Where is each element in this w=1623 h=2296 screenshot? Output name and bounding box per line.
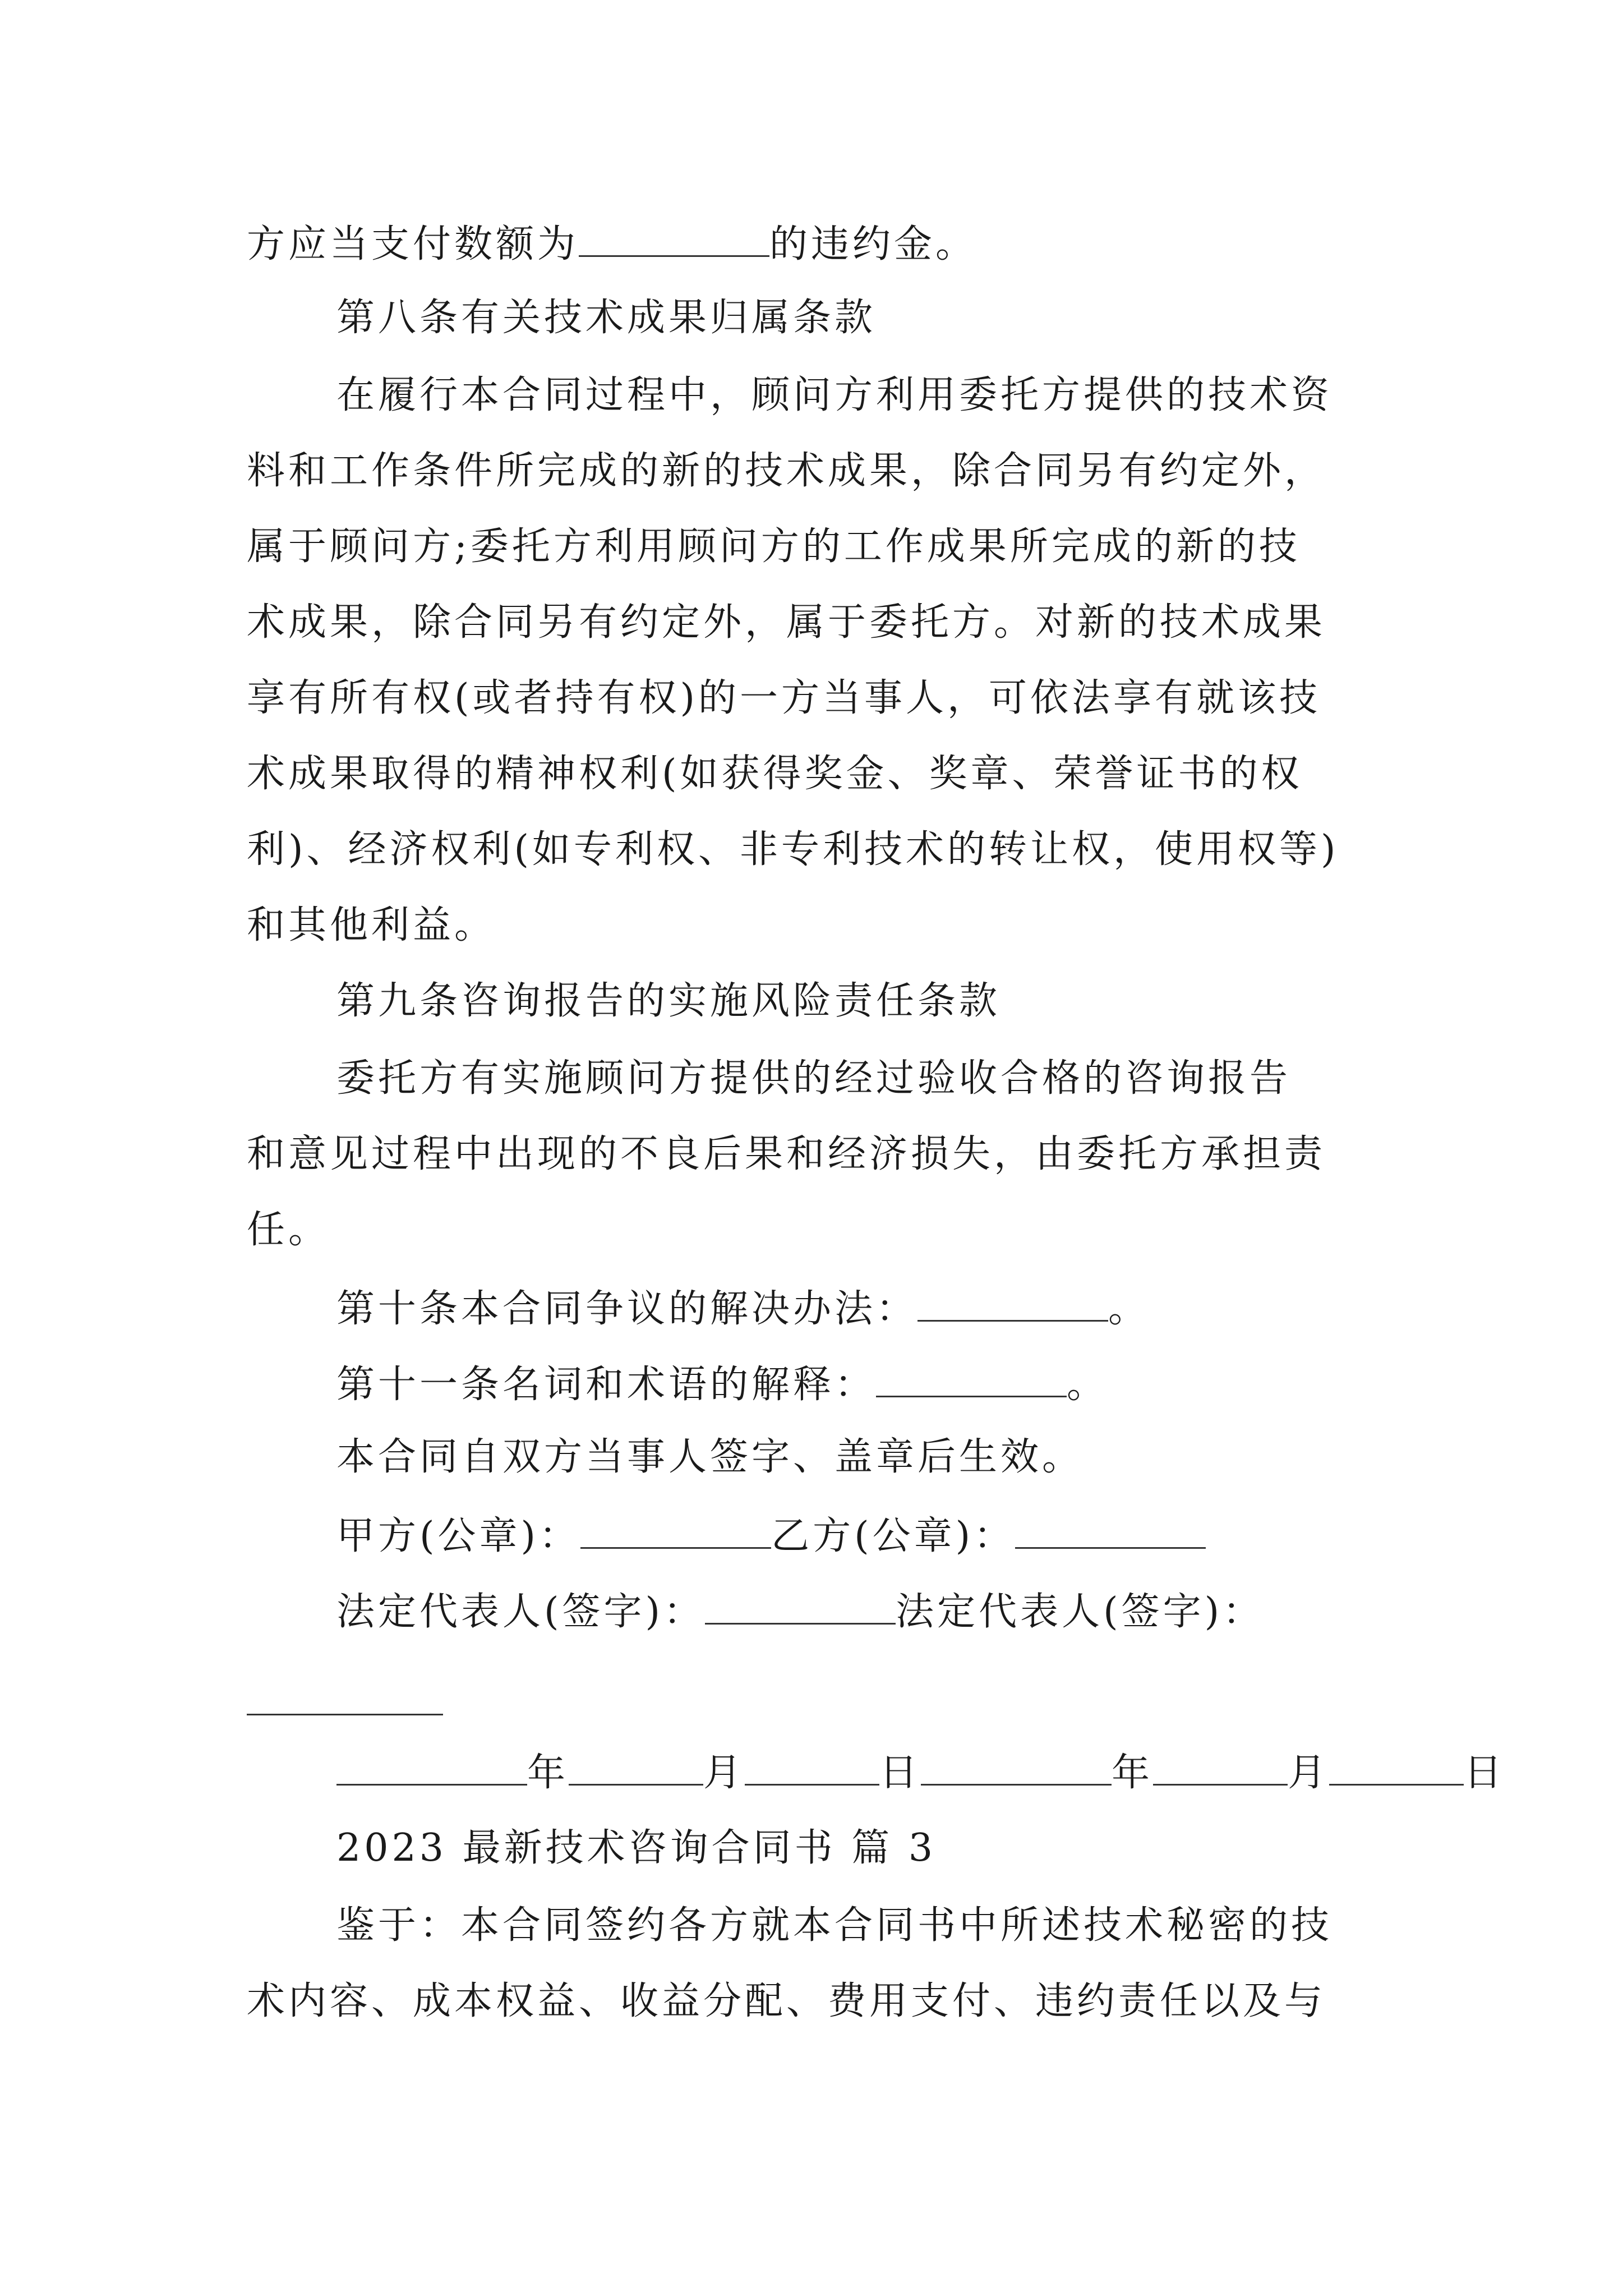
month-label: 月 (703, 1751, 745, 1795)
blank-field-year (336, 1745, 527, 1786)
blank-field-year (921, 1745, 1112, 1786)
day-label: 日 (879, 1751, 921, 1795)
year-label: 年 (527, 1751, 569, 1795)
paragraph-line: 料和工作条件所完成的新的技术成果，除合同另有约定外， (247, 449, 1326, 493)
paragraph-line: 属于顾问方;委托方利用顾问方的工作成果所完成的新的技 (247, 524, 1301, 569)
article-11-line (336, 1356, 1108, 1410)
text-fragment: 第十条本合同争议的解决办法： (336, 1287, 918, 1331)
blank-field-party-a-representative (705, 1584, 896, 1625)
section-title: 2023 最新技术咨询合同书 篇 3 (336, 1826, 937, 1870)
party-seal-line (336, 1508, 1206, 1562)
blank-field-amount (579, 216, 769, 257)
text-fragment: 。 (1108, 1287, 1150, 1331)
month-label: 月 (1288, 1751, 1330, 1795)
blank-field-party-a-seal (580, 1508, 771, 1549)
paragraph-line: 委托方有实施顾问方提供的经过验收合格的咨询报告 (336, 1056, 1292, 1101)
paragraph-line: 在履行本合同过程中，顾问方利用委托方提供的技术资 (336, 373, 1333, 417)
party-b-seal-label: 乙方(公章)： (771, 1514, 1016, 1558)
paragraph-line: 利)、经济权利(如专利权、非专利技术的转让权，使用权等) (247, 827, 1339, 872)
article-9-heading: 第九条咨询报告的实施风险责任条款 (336, 979, 1001, 1023)
text-fragment: 方应当支付数额为 (247, 222, 579, 266)
article-8-heading: 第八条有关技术成果归属条款 (336, 296, 877, 340)
blank-field-month (1153, 1745, 1288, 1786)
party-b-representative-label: 法定代表人(签字)： (896, 1590, 1265, 1634)
text-fragment: 。 (1067, 1363, 1109, 1407)
paragraph-line: 和其他利益。 (247, 903, 496, 947)
blank-field-day (745, 1745, 879, 1786)
paragraph-line: 术成果取得的精神权利(如获得奖金、奖章、荣誉证书的权 (247, 752, 1303, 796)
paragraph-line: 鉴于：本合同签约各方就本合同书中所述技术秘密的技 (336, 1903, 1333, 1948)
text-fragment: 的违约金。 (769, 222, 978, 266)
text-line-penalty (247, 216, 977, 270)
party-a-representative-label: 法定代表人(签字)： (336, 1590, 706, 1634)
blank-field-party-b-representative (247, 1714, 443, 1715)
blank-field-party-b-seal (1015, 1508, 1206, 1549)
day-label: 日 (1464, 1751, 1506, 1795)
blank-field-month (569, 1745, 703, 1786)
paragraph-line: 和意见过程中出现的不良后果和经济损失，由委托方承担责 (247, 1132, 1326, 1176)
article-10-line (336, 1281, 1150, 1335)
blank-field-terms (876, 1356, 1067, 1397)
representative-signature-line (336, 1584, 1264, 1637)
paragraph-line: 享有所有权(或者持有权)的一方当事人，可依法享有就该技 (247, 676, 1321, 720)
paragraph-line: 术成果，除合同另有约定外，属于委托方。对新的技术成果 (247, 600, 1326, 645)
blank-field-dispute (917, 1281, 1108, 1322)
year-label: 年 (1112, 1751, 1154, 1795)
paragraph-line: 任。 (247, 1208, 330, 1252)
effective-clause: 本合同自双方当事人签字、盖章后生效。 (336, 1435, 1084, 1479)
party-a-seal-label: 甲方(公章)： (336, 1514, 581, 1558)
blank-field-day (1329, 1745, 1464, 1786)
text-fragment: 第十一条名词和术语的解释： (336, 1363, 877, 1407)
paragraph-line: 术内容、成本权益、收益分配、费用支付、违约责任以及与 (247, 1979, 1326, 2023)
date-line (336, 1745, 1505, 1798)
